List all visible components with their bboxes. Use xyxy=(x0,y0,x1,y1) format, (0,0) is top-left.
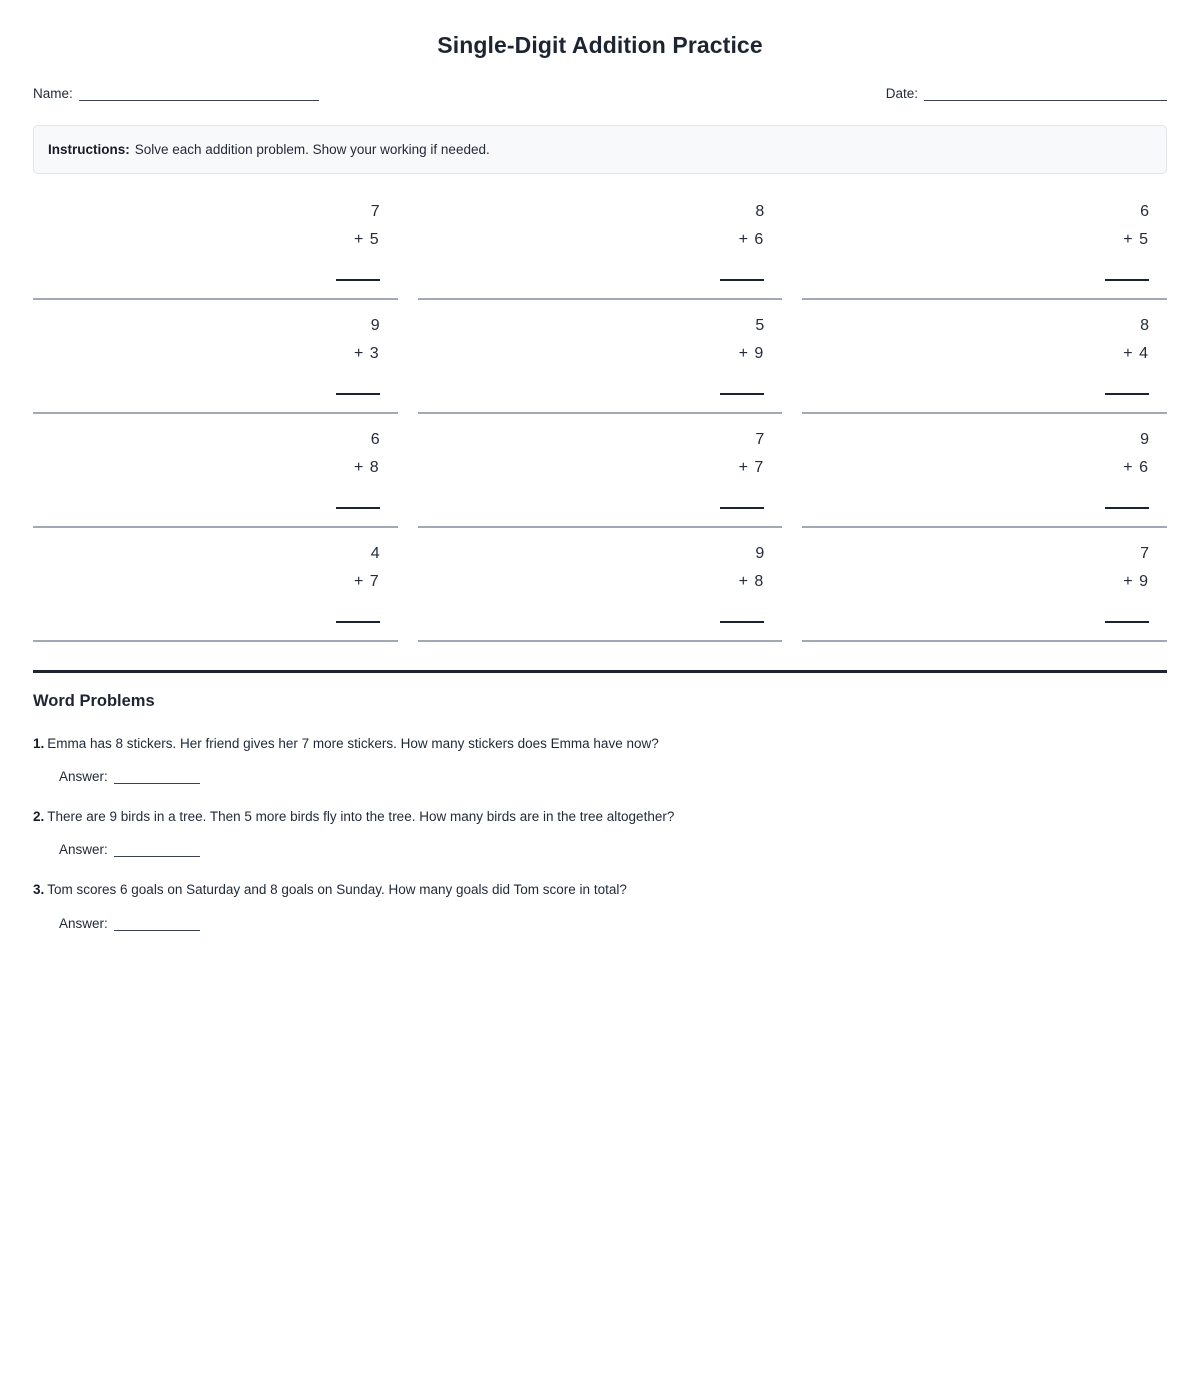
addend-bottom: + 6 xyxy=(738,231,765,248)
problem-cell xyxy=(802,414,1167,528)
answer-blank[interactable] xyxy=(720,393,764,395)
addend-bottom: + 8 xyxy=(353,459,380,476)
word-problem-answer-blank[interactable] xyxy=(114,917,200,931)
word-problem-text: Emma has 8 stickers. Her friend gives her 7 more stickers. How many stickers does Emma have now? xyxy=(47,736,659,751)
word-problem-item xyxy=(33,881,1167,899)
word-problem-text: Tom scores 6 goals on Saturday and 8 goals on Sunday. How many goals did Tom score in total? xyxy=(47,882,627,898)
date-field[interactable] xyxy=(886,86,1167,101)
addend-top: 7 xyxy=(370,203,380,220)
answer-blank[interactable] xyxy=(336,621,380,623)
addend-bottom: + 9 xyxy=(1123,573,1149,590)
addend-top: 8 xyxy=(755,203,765,220)
addend-top: 9 xyxy=(370,317,380,334)
name-label: Name: xyxy=(33,86,73,101)
addend-top: 9 xyxy=(1140,431,1149,448)
name-input-blank[interactable] xyxy=(79,87,319,101)
problem-cell xyxy=(33,186,398,300)
problem-cell xyxy=(418,414,783,528)
answer-blank[interactable] xyxy=(1105,507,1149,509)
word-problem-number: 1. xyxy=(33,736,45,751)
addend-top: 9 xyxy=(755,545,765,562)
addend-top: 7 xyxy=(1140,545,1149,562)
addend-bottom: + 4 xyxy=(1123,345,1149,362)
problem-cell xyxy=(802,186,1167,300)
page-title: Single-Digit Addition Practice xyxy=(437,32,763,58)
word-problems-heading: Word Problems xyxy=(33,692,155,710)
answer-blank[interactable] xyxy=(1105,393,1149,395)
answer-blank[interactable] xyxy=(720,621,764,623)
answer-blank[interactable] xyxy=(720,279,764,281)
word-problem-answer-blank[interactable] xyxy=(114,843,200,857)
section-divider xyxy=(33,670,1167,673)
addend-bottom: + 5 xyxy=(353,231,380,248)
problem-grid xyxy=(33,186,1167,642)
instructions-text: Solve each addition problem. Show your working if needed. xyxy=(134,142,490,157)
addend-bottom: + 9 xyxy=(738,345,765,362)
word-problem-text: There are 9 birds in a tree. Then 5 more birds fly into the tree. How many birds are in the tree altogether? xyxy=(47,809,675,825)
answer-blank[interactable] xyxy=(336,279,380,281)
addend-top: 6 xyxy=(1140,203,1149,220)
instructions-label: Instructions: xyxy=(48,142,130,157)
addend-bottom: + 7 xyxy=(738,459,765,476)
answer-blank[interactable] xyxy=(1105,621,1149,623)
addend-top: 4 xyxy=(370,545,380,562)
answer-blank[interactable] xyxy=(336,393,380,395)
answer-label: Answer: xyxy=(59,915,108,931)
name-field[interactable] xyxy=(33,86,319,101)
addend-bottom: + 3 xyxy=(353,345,380,362)
word-problem-answer-row[interactable] xyxy=(59,769,1167,784)
problem-cell xyxy=(802,528,1167,642)
problem-cell xyxy=(33,300,398,414)
problem-cell xyxy=(802,300,1167,414)
addend-top: 7 xyxy=(755,431,765,448)
date-label: Date: xyxy=(885,86,918,101)
name-date-row xyxy=(33,86,1167,101)
word-problem-answer-row[interactable] xyxy=(59,916,1167,931)
problem-cell xyxy=(418,186,783,300)
addend-bottom: + 8 xyxy=(738,573,765,590)
answer-blank[interactable] xyxy=(720,507,764,509)
problem-cell xyxy=(33,414,398,528)
word-problem-number: 2. xyxy=(33,809,45,825)
problem-cell xyxy=(418,300,783,414)
addend-bottom: + 5 xyxy=(1123,231,1149,248)
addend-top: 5 xyxy=(755,317,765,334)
addend-top: 6 xyxy=(370,431,380,448)
answer-blank[interactable] xyxy=(1105,279,1149,281)
word-problem-item xyxy=(33,735,1167,753)
word-problem-item xyxy=(33,808,1167,826)
answer-blank[interactable] xyxy=(336,507,380,509)
date-input-blank[interactable] xyxy=(924,87,1167,101)
addend-bottom: + 7 xyxy=(353,573,380,590)
answer-label: Answer: xyxy=(59,842,108,858)
word-problem-answer-row[interactable] xyxy=(59,842,1167,857)
problem-cell xyxy=(33,528,398,642)
word-problem-answer-blank[interactable] xyxy=(114,770,200,784)
problem-cell xyxy=(418,528,783,642)
addend-bottom: + 6 xyxy=(1123,459,1149,476)
answer-label: Answer: xyxy=(59,769,108,785)
instructions-box xyxy=(33,125,1167,174)
addend-top: 8 xyxy=(1140,317,1149,334)
word-problem-number: 3. xyxy=(33,882,45,898)
